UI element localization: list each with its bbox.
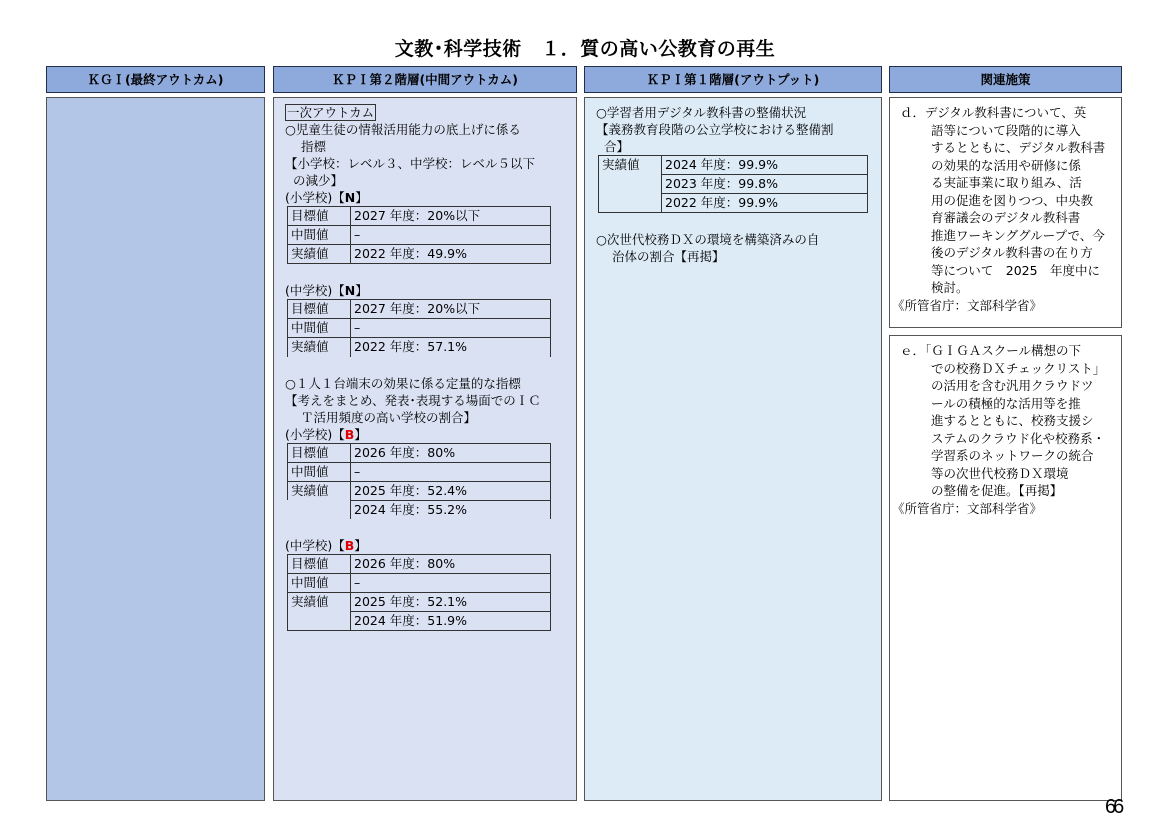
- row-label: 実績値: [288, 338, 351, 357]
- measure-line: ｅ．「ＧＩＧＡスクール構想の下: [900, 343, 1082, 358]
- elementary-label: (小学校)【N】: [285, 190, 368, 205]
- row-value: –: [351, 319, 551, 338]
- indicator-info-literacy-cont: 指標: [301, 139, 327, 154]
- grade-badge: B: [344, 538, 355, 553]
- row-value: 2027 年度：20%以下: [351, 207, 551, 226]
- table-row: [288, 443, 551, 462]
- row-label: [288, 500, 351, 519]
- table-row: [288, 462, 551, 481]
- measure-line: するとともに、デジタル教科書: [931, 140, 1106, 155]
- row-label: 実績値: [288, 245, 351, 264]
- table-row: [599, 156, 868, 175]
- elementary-ict-table: [287, 443, 551, 520]
- indicator-digital-textbook: ○学習者用デジタル教科書の整備状況: [596, 105, 807, 120]
- table-row: [288, 226, 551, 245]
- measure-line: る実証事業に取り組み、活: [931, 175, 1082, 190]
- junior-high-label: (中学校)【N】: [285, 283, 368, 298]
- row-label: 実績値: [599, 156, 662, 175]
- table-row: [288, 555, 551, 574]
- row-label: 中間値: [288, 462, 351, 481]
- row-value: 2023 年度：99.8%: [662, 175, 868, 194]
- measure-line: の活用を含む汎用クラウドツ: [931, 378, 1094, 393]
- ministry-label: 《所管省庁：文部科学省》: [892, 500, 1043, 516]
- table-row: [288, 481, 551, 500]
- measure-line: 推進ワーキンググループで、今: [931, 227, 1105, 243]
- measure-line: 学習系のネットワークの統合: [931, 448, 1094, 463]
- row-value: 2024 年度：51.9%: [351, 612, 551, 631]
- kpi-level2-column: [273, 97, 577, 801]
- measure-line: 検討。: [931, 280, 969, 295]
- row-label: 中間値: [288, 574, 351, 593]
- measure-line: 等の次世代校務ＤＸ環境: [931, 465, 1069, 481]
- header-related-measures: 関連施策: [889, 66, 1122, 93]
- digital-textbook-table: [598, 155, 868, 213]
- row-label: [288, 612, 351, 631]
- elementary-label: (小学校)【B】: [285, 426, 367, 442]
- table-row: [288, 574, 551, 593]
- grade-badge: N: [344, 190, 356, 205]
- measure-line: での校務ＤＸチェックリスト」: [931, 360, 1106, 376]
- row-value: 2024 年度：55.2%: [351, 500, 551, 519]
- primary-outcome-tag: 一次アウトカム: [287, 105, 375, 120]
- row-label: 目標値: [288, 443, 351, 462]
- measure-line: 等について 2025 年度中に: [931, 262, 1101, 278]
- header-kgi: ＫＧＩ(最終アウトカム): [46, 66, 265, 93]
- row-value: 2025 年度：52.1%: [351, 593, 551, 612]
- indicator-digital-textbook-note: 【義務教育段階の公立学校における整備割: [596, 122, 834, 137]
- row-label: 目標値: [288, 300, 351, 319]
- table-row: [288, 300, 551, 319]
- row-label: 中間値: [288, 319, 351, 338]
- measure-line: ステムのクラウド化や校務系・: [931, 430, 1106, 446]
- row-value: 2026 年度：80%: [351, 555, 551, 574]
- row-value: 2022 年度：49.9%: [351, 245, 551, 264]
- table-row: [288, 593, 551, 612]
- indicator-one-device: ○１人１台端末の効果に係る定量的な指標: [285, 375, 521, 391]
- row-label: [599, 175, 662, 194]
- measure-line: ールの積極的な活用等を推: [931, 395, 1081, 411]
- row-label: 実績値: [288, 593, 351, 612]
- row-label: 目標値: [288, 207, 351, 226]
- row-label: 目標値: [288, 555, 351, 574]
- indicator-info-literacy-note: 【小学校：レベル３、中学校：レベル５以下: [285, 156, 536, 171]
- table-row: [288, 338, 551, 357]
- row-value: –: [351, 462, 551, 481]
- row-value: 2022 年度：99.9%: [662, 194, 868, 213]
- junior-high-label: (中学校)【B】: [285, 538, 367, 553]
- kpi-level1-column: [584, 97, 882, 801]
- row-value: 2025 年度：52.4%: [351, 481, 551, 500]
- indicator-digital-textbook-note-cont: 合】: [604, 139, 630, 154]
- row-label: 中間値: [288, 226, 351, 245]
- measure-line: 用の促進を図りつつ、中央教: [931, 192, 1094, 208]
- row-value: 2026 年度：80%: [351, 443, 551, 462]
- row-label: 実績値: [288, 481, 351, 500]
- table-row: [288, 500, 551, 519]
- indicator-school-dx: ○次世代校務ＤＸの環境を構築済みの自: [596, 232, 820, 247]
- ministry-label: 《所管省庁：文部科学省》: [892, 297, 1043, 313]
- row-value: –: [351, 226, 551, 245]
- table-row: [288, 319, 551, 338]
- measure-e: [889, 335, 1122, 801]
- measure-line: 進するとともに、校務支援シ: [931, 413, 1094, 428]
- measure-line: ｄ．デジタル教科書について、英: [900, 105, 1087, 120]
- measure-line: の整備を促進。【再掲】: [931, 483, 1063, 498]
- measure-d: [889, 97, 1122, 328]
- measure-line: の効果的な活用や研修に係: [931, 157, 1082, 173]
- measure-line: 語等について段階的に導入: [931, 122, 1081, 138]
- row-value: 2027 年度：20%以下: [351, 300, 551, 319]
- grade-badge: N: [344, 283, 356, 298]
- row-label: [599, 194, 662, 213]
- table-row: [599, 194, 868, 213]
- row-value: 2024 年度：99.9%: [662, 156, 868, 175]
- junior-high-ict-table: [287, 554, 551, 631]
- measure-line: 育審議会のデジタル教科書: [931, 210, 1081, 225]
- row-value: 2022 年度：57.1%: [351, 338, 551, 357]
- page-title: 文教･科学技術 １．質の高い公教育の再生: [394, 38, 776, 60]
- indicator-info-literacy: ○児童生徒の情報活用能力の底上げに係る: [285, 122, 521, 137]
- elementary-info-literacy-table: [287, 206, 551, 264]
- junior-high-info-literacy-table: [287, 299, 551, 357]
- table-row: [288, 207, 551, 226]
- indicator-info-literacy-note-cont: の減少】: [293, 173, 344, 188]
- table-row: [288, 245, 551, 264]
- indicator-one-device-note: 【考えをまとめ、発表･表現する場面でのＩＣ: [285, 392, 541, 408]
- table-row: [599, 175, 868, 194]
- measure-line: 後のデジタル教科書の在り方: [931, 245, 1093, 260]
- table-row: [288, 612, 551, 631]
- row-value: –: [351, 574, 551, 593]
- indicator-one-device-note-cont: Ｔ活用頻度の高い学校の割合】: [301, 409, 477, 425]
- indicator-school-dx-cont: 治体の割合【再掲】: [612, 249, 725, 264]
- page-number: 66: [1105, 796, 1122, 818]
- header-kpi-level1: ＫＰＩ第１階層(アウトプット): [584, 66, 882, 93]
- kgi-column: [46, 97, 265, 801]
- header-kpi-level2: ＫＰＩ第２階層(中間アウトカム): [273, 66, 577, 93]
- grade-badge: B: [344, 426, 355, 442]
